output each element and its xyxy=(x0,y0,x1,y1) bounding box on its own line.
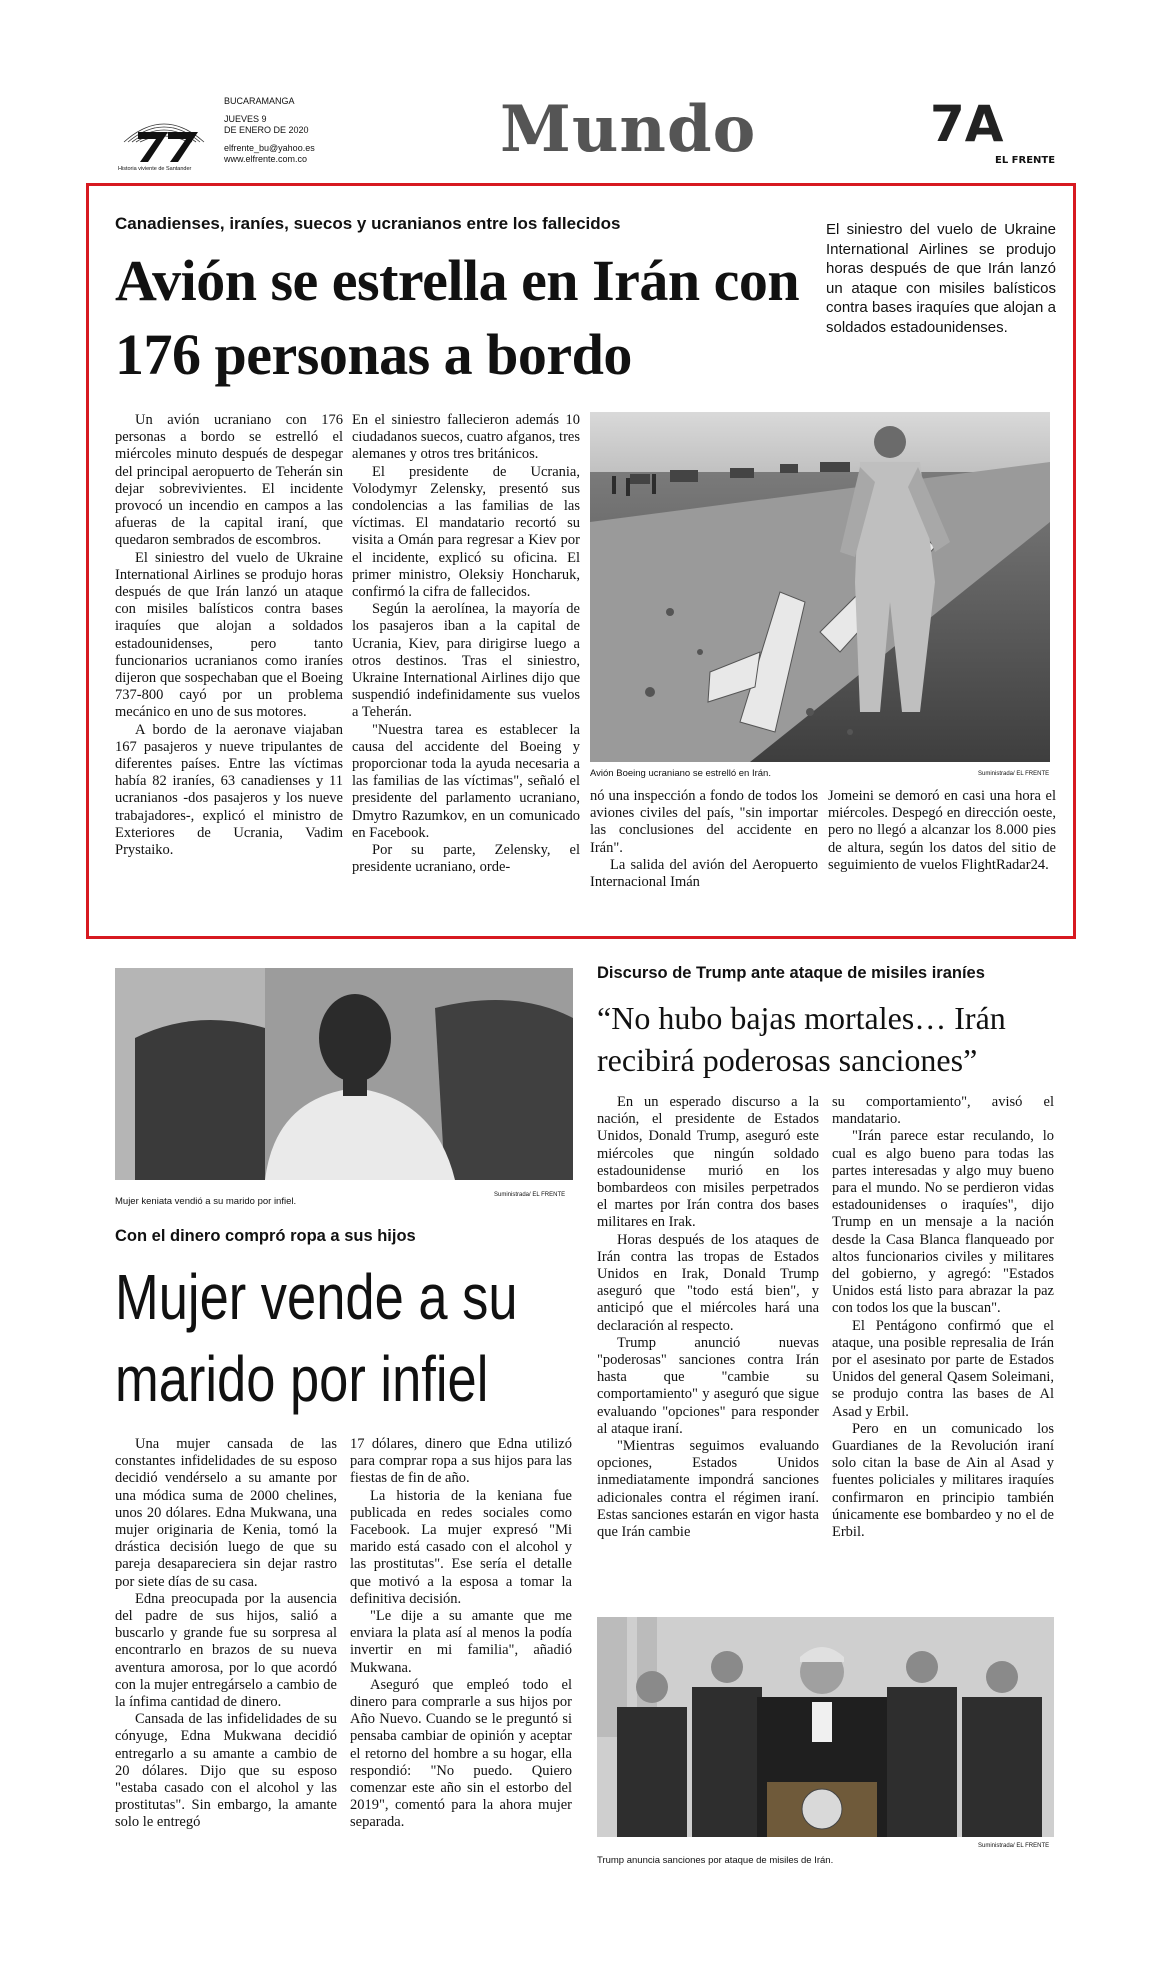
paragraph: "Le dije a su amante que me enviara la plata así al menos la podía invertir en mi familia", añadió Mukwana. xyxy=(350,1608,572,1676)
paper-name: EL FRENTE xyxy=(995,155,1056,166)
paragraph: 17 dólares, dinero que Edna utilizó para comprar ropa a sus hijos para las fiestas de fin de año. xyxy=(350,1436,572,1487)
paragraph: El presidente de Ucrania, Volodymyr Zelensky, presentó sus condolencias a las familias de las víctimas. El mandatario recortó su visita a Omán para regresar a Kiev por el incidente, explicó su oficina. El primer ministro, Oleksiy Honcharuk, confirmó la cifra de fallecidos. xyxy=(352,463,580,601)
plane-crash-image xyxy=(590,412,1050,762)
paragraph: Horas después de los ataques de Irán contra las tropas de Estados Unidos en Irak, Donald Trump aseguró que "todo está bien", y anticipó que el miércoles hará una declaración al respecto. xyxy=(597,1231,819,1334)
paragraph: Cansada de las infidelidades de su cónyuge, Edna Mukwana decidió entregarlo a su amante a cambio de 20 dólares. Dijo que su esposo "estaba casado con el alcohol y las prostitutas". Sin embargo, la amante solo le entregó xyxy=(115,1711,337,1831)
article2-kicker: Con el dinero compró ropa a sus hijos xyxy=(115,1227,416,1245)
edition-info xyxy=(224,96,315,166)
article1-column-2 xyxy=(352,412,580,876)
plane-crash-photo xyxy=(590,412,1050,762)
trump-speech-image xyxy=(597,1617,1054,1837)
website[interactable]: www.elfrente.com.co xyxy=(224,154,308,164)
paragraph: En el siniestro fallecieron además 10 ciudadanos suecos, cuatro afganos, tres alemanes y otros tres británicos. xyxy=(352,412,580,463)
city: BUCARAMANGA xyxy=(224,96,295,106)
article2-column-2 xyxy=(350,1436,572,1832)
logo-tagline: Historia viviente de Santander xyxy=(118,166,192,172)
article2-column-1 xyxy=(115,1436,337,1832)
paragraph: La historia de la keniana fue publicada en redes sociales como Facebook. La mujer expresó "Mi marido está casado con el alcohol y las prostitutas". Ese sería el detalle que motivó a la esposa a tomar la definitiva decisión. xyxy=(350,1487,572,1607)
article3-kicker: Discurso de Trump ante ataque de misiles iraníes xyxy=(597,964,985,982)
paragraph: Un avión ucraniano con 176 personas a bordo se estrelló el miércoles minuto después de despegar del principal aeropuerto de Teherán sin dejar sobrevivientes. El incidente provocó un incendio en campos a las afueras de la capital iraní, que quedaron sembrados de escombros. xyxy=(115,412,343,549)
paragraph: Pero en un comunicado los Guardianes de la Revolución iraní solo citan la base de Ain al Asad y fuentes policiales y militares iraquíes confirmaron en principio también únicamente ese bombardeo y no el de Erbil. xyxy=(832,1420,1054,1541)
woman-photo-credit: Suministrada/ EL FRENTE xyxy=(494,1192,566,1198)
trump-photo-credit: Suministrada/ EL FRENTE xyxy=(978,1843,1050,1849)
plane-photo-credit: Suministrada/ EL FRENTE xyxy=(978,771,1050,777)
paragraph: "Irán parece estar reculando, lo cual es algo bueno para todas las partes interesadas y algo muy bueno para el mundo. No se perdieron vidas estadounidenses o iraquíes", dijo Trump en un mensaje a la nación desde la Casa Blanca flanqueado por altos funcionarios civiles y militares del gobierno, y agregó: "Estados Unidos está listo para abrazar la paz con todos los que la buscan". xyxy=(832,1128,1054,1317)
article3-column-2 xyxy=(832,1094,1054,1541)
article1-lead: El siniestro del vuelo de Ukraine International Airlines se produjo horas después de que Irán lanzó un ataque con misiles balísticos contra bases iraquíes que alojan a soldados estadounidenses. xyxy=(826,221,1056,336)
section-title: Mundo xyxy=(500,92,757,167)
paragraph: A bordo de la aeronave viajaban 167 pasajeros y nueve tripulantes de diferentes países. Entre las víctimas había 82 iraníes, 63 canadienses y 11 ucranianos -dos pasajeros y los nueve trabajadores-, explicó el ministro de Exteriores de Ucrania, Vadim Prystaiko. xyxy=(115,721,343,859)
trump-photo xyxy=(597,1617,1054,1837)
paragraph: Una mujer cansada de las constantes infidelidades de su esposo decidió vendérselo a su amante por una módica suma de 2000 chelines, unos 20 dólares. Edna Mukwana, una mujer originaria de Kenia, tomó la drástica decisión luego de que su pareja desapareciera sin dejar rastro por siete días de su casa. xyxy=(115,1436,337,1590)
article1-column-3 xyxy=(590,788,818,891)
paragraph: Aseguró que empleó todo el dinero para comprarle a sus hijos por Año Nuevo. Cuando se le preguntó si pensaba cambiar de opinión y aceptar el retorno del hombre a su hogar, ella respondió: "No puedo. Quiero comenzar este año sin el estorbo del 2019", comentó para la ahora mujer separada. xyxy=(350,1676,572,1831)
newspaper-logo xyxy=(118,112,210,172)
trump-photo-caption: Trump anuncia sanciones por ataque de misiles de Irán. xyxy=(597,1855,834,1866)
paragraph: Jomeini se demoró en casi una hora el miércoles. Despegó en dirección oeste, pero no llegó a alcanzar los 8.000 pies de altura, según los datos del sitio de seguimiento de vuelos FlightRadar24. xyxy=(828,788,1056,873)
day: JUEVES 9 xyxy=(224,113,267,124)
paragraph: Según la aerolínea, la mayoría de los pasajeros iban a la capital de Ucrania, Kiev, para dirigirse luego a otros destinos. Tras el siniestro, Ukraine International Airlines dijo que suspendió indefinidamente sus vuelos a Teherán. xyxy=(352,601,580,721)
woman-photo-caption: Mujer keniata vendió a su marido por infiel. xyxy=(115,1196,297,1207)
kenyan-woman-photo xyxy=(115,968,573,1180)
paragraph: nó una inspección a fondo de todos los aviones civiles del país, "sin importar las conclusiones del accidente en Irán". xyxy=(590,788,818,856)
article1-kicker: Canadienses, iraníes, suecos y ucranianos entre los fallecidos xyxy=(115,214,621,233)
article1-headline: Avión se estrella en Irán con 176 personas a bordo xyxy=(115,248,800,387)
paragraph: Edna preocupada por la ausencia del padre de sus hijos, salió a buscarlo y grande fue su sorpresa al encontrarlo en brazos de su nueva aventura amorosa, por lo que acordó con la mujer entregárselo a cambio de la ínfima cantidad de dinero. xyxy=(115,1590,337,1711)
paragraph: "Nuestra tarea es establecer la causa del accidente del Boeing y proporcionar toda la ayuda necesaria a las familias de las víctimas", señaló el presidente del parlamento ucraniano, Dmytro Razumkov, en un comunicado en Facebook. xyxy=(352,721,580,841)
plane-photo-caption: Avión Boeing ucraniano se estrelló en Irán. xyxy=(590,768,771,779)
kenyan-woman-image xyxy=(115,968,573,1180)
paragraph: En un esperado discurso a la nación, el presidente de Estados Unidos, Donald Trump, aseguró este miércoles que ningún soldado estadounidense murió en los bombardeos con misiles perpetrados el martes por Irán contra dos bases militares en Irak. xyxy=(597,1094,819,1231)
paragraph: La salida del avión del Aeropuerto Internacional Imán xyxy=(590,856,818,891)
article1-column-4 xyxy=(828,788,1056,874)
paragraph: su comportamiento", avisó el mandatario. xyxy=(832,1094,1054,1128)
email[interactable]: elfrente_bu@yahoo.es xyxy=(224,142,315,153)
paragraph: "Mientras seguimos evaluando opciones, Estados Unidos inmediatamente impondrá sanciones adicionales contra el régimen iraní. Estas sanciones estarán en vigor hasta que Irán cambie xyxy=(597,1438,819,1541)
article2-headline: Mujer vende a su marido por infiel xyxy=(115,1261,518,1415)
logo-77-icon xyxy=(118,112,210,164)
article3-column-1 xyxy=(597,1094,819,1541)
paragraph: El Pentágono confirmó que el ataque, una posible represalia de Irán por el asesinato por parte de Estados Unidos del general Qasem Soleimani, se produjo contra las bases de Al Asad y Erbil. xyxy=(832,1317,1054,1420)
page-number: 7A xyxy=(930,95,1004,153)
paragraph: El siniestro del vuelo de Ukraine International Airlines se produjo horas después de que Irán lanzó un ataque con misiles balísticos contra bases iraquíes que alojan a soldados estadounidenses, pero tanto funcionarios ucranianos como iraníes dijeron que sospechaban que el Boeing 737-800 cayó por un problema mecánico en uno de sus motores. xyxy=(115,549,343,721)
article1-column-1 xyxy=(115,412,343,859)
article3-headline: “No hubo bajas mortales… Irán recibirá poderosas sanciones” xyxy=(597,1000,1006,1078)
paragraph: Por su parte, Zelensky, el presidente ucraniano, orde- xyxy=(352,842,580,876)
date: DE ENERO DE 2020 xyxy=(224,125,309,135)
paragraph: Trump anunció nuevas "poderosas" sanciones contra Irán hasta que "cambie su comportamiento" y aseguró que sigue evaluando "opciones" para responder al ataque iraní. xyxy=(597,1334,819,1437)
